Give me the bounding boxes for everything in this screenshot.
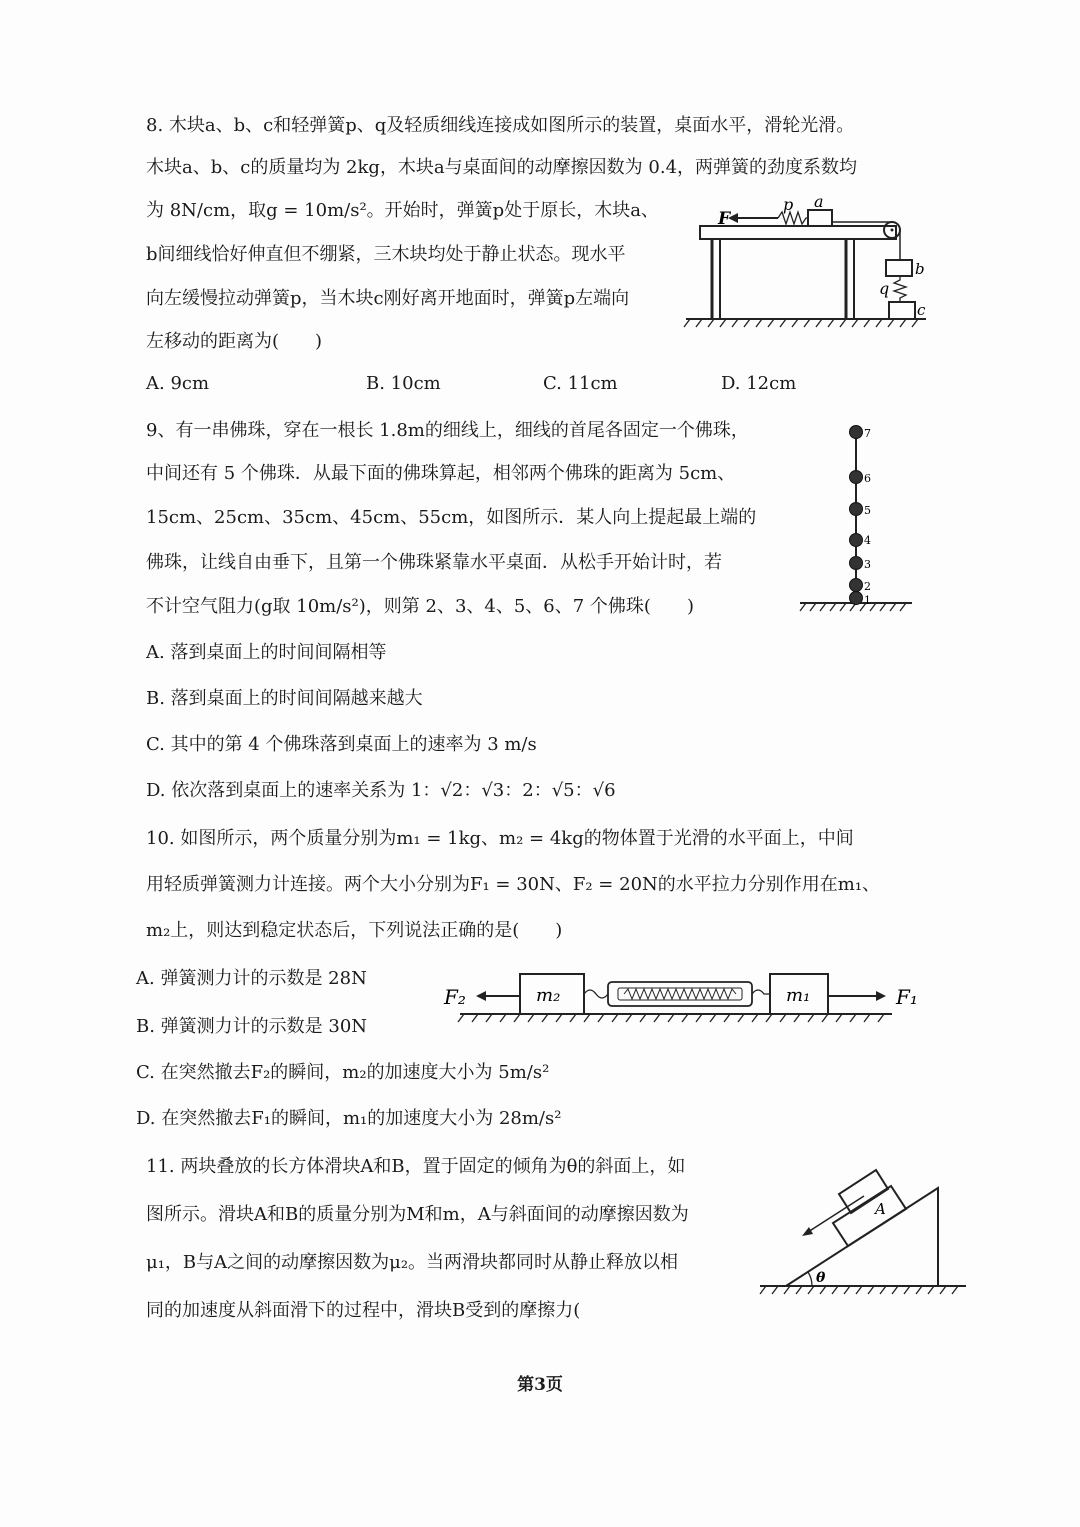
bead-4 (850, 534, 872, 548)
bead-1 (850, 592, 872, 608)
q10-option-a: A. 弹簧测力计的示数是 28N (136, 968, 367, 989)
bead-label-5: 5 (864, 504, 871, 517)
q11-line-4: 同的加速度从斜面滑下的过程中，滑块B受到的摩擦力( (146, 1300, 581, 1321)
q8-line-6: 左移动的距离为( ) (146, 331, 323, 352)
bead-6 (850, 471, 872, 486)
bead-label-7: 7 (864, 427, 871, 440)
bead-label-3: 3 (864, 558, 871, 571)
q11-line-3: μ₁，B与A之间的动摩擦因数为μ₂。当两滑块都同时从静止释放以相 (146, 1252, 679, 1273)
q10-option-c: C. 在突然撤去F₂的瞬间，m₂的加速度大小为 5m/s² (136, 1062, 550, 1083)
q9-line-3: 15cm、25cm、35cm、45cm、55cm，如图所示．某人向上提起最上端的 (146, 507, 757, 528)
q10-fig-label-m2: m₂ (536, 985, 561, 1006)
q9-figure-bead-string (800, 418, 920, 623)
q8-fig-label-p: p (783, 195, 794, 214)
q9-line-4: 佛珠，让线自由垂下，且第一个佛珠紧靠水平桌面．从松手开始计时，若 (146, 552, 722, 573)
q9-option-b: B. 落到桌面上的时间间隔越来越大 (146, 688, 423, 709)
bead-label-2: 2 (864, 580, 871, 593)
bead-2 (850, 579, 872, 594)
q10-figure-spring-scale (440, 968, 930, 1028)
q10-line-2: 用轻质弹簧测力计连接。两个大小分别为F₁ = 30N、F₂ = 20N的水平拉力分别作用在m₁、 (146, 874, 881, 895)
q10-line-1: 10. 如图所示，两个质量分别为m₁ = 1kg、m₂ = 4kg的物体置于光滑的水平面上，中间 (146, 828, 854, 849)
q11-line-1: 11. 两块叠放的长方体滑块A和B，置于固定的倾角为θ的斜面上，如 (146, 1156, 686, 1177)
q11-figure-incline (760, 1150, 975, 1305)
q9-option-c: C. 其中的第 4 个佛珠落到桌面上的速率为 3 m/s (146, 734, 537, 755)
q8-fig-label-F: F (718, 209, 731, 229)
q9-option-d: D. 依次落到桌面上的速率关系为 1：√2：√3：2：√5：√6 (146, 780, 616, 801)
bead-label-4: 4 (864, 534, 871, 547)
q8-fig-label-a: a (814, 192, 824, 211)
q8-line-3: 为 8N/cm，取g = 10m/s²。开始时，弹簧p处于原长，木块a、 (146, 200, 659, 221)
q8-line-2: 木块a、b、c的质量均为 2kg，木块a与桌面间的动摩擦因数为 0.4，两弹簧的劲度系数均 (146, 157, 858, 178)
bead-3 (850, 557, 872, 572)
q8-option-b: B. 10cm (366, 373, 441, 394)
q8-option-a: A. 9cm (146, 373, 210, 394)
bead-7 (850, 426, 872, 441)
q9-line-5: 不计空气阻力(g取 10m/s²)，则第 2、3、4、5、6、7 个佛珠( ) (146, 596, 694, 617)
q8-line-4: b间细线恰好伸直但不绷紧，三木块均处于静止状态。现水平 (146, 244, 626, 265)
q8-fig-label-q: q (879, 279, 890, 298)
q11-fig-label-A: A (875, 1200, 886, 1218)
bead-5 (850, 503, 872, 518)
q11-line-2: 图所示。滑块A和B的质量分别为M和m，A与斜面间的动摩擦因数为 (146, 1204, 689, 1225)
q9-line-2: 中间还有 5 个佛珠．从最下面的佛珠算起，相邻两个佛珠的距离为 5cm、 (146, 463, 736, 484)
q8-option-c: C. 11cm (543, 373, 618, 394)
q8-fig-label-b: b (915, 260, 925, 278)
q8-fig-label-c: c (917, 301, 926, 319)
q10-fig-label-m1: m₁ (786, 985, 811, 1006)
q10-option-b: B. 弹簧测力计的示数是 30N (136, 1016, 368, 1037)
q8-line-5: 向左缓慢拉动弹簧p，当木块c刚好离开地面时，弹簧p左端向 (146, 288, 630, 309)
q9-option-a: A. 落到桌面上的时间间隔相等 (146, 642, 387, 663)
q9-line-1: 9、有一串佛珠，穿在一根长 1.8m的细线上，细线的首尾各固定一个佛珠， (146, 420, 749, 441)
q10-line-3: m₂上，则达到稳定状态后，下列说法正确的是( ) (146, 920, 563, 941)
q11-fig-label-theta: θ (816, 1270, 826, 1286)
q8-option-d: D. 12cm (721, 373, 797, 394)
q8-line-1: 8. 木块a、b、c和轻弹簧p、q及轻质细线连接成如图所示的装置，桌面水平，滑轮光滑。 (146, 115, 855, 136)
q10-fig-label-F1: F₁ (896, 985, 918, 1009)
q10-fig-label-F2: F₂ (444, 985, 466, 1009)
bead-label-1: 1 (864, 594, 871, 607)
q10-option-d: D. 在突然撤去F₁的瞬间，m₁的加速度大小为 28m/s² (136, 1108, 562, 1129)
bead-label-6: 6 (864, 472, 871, 485)
page-number: 第3页 (517, 1375, 563, 1395)
q8-figure-table-pulley (686, 190, 936, 335)
